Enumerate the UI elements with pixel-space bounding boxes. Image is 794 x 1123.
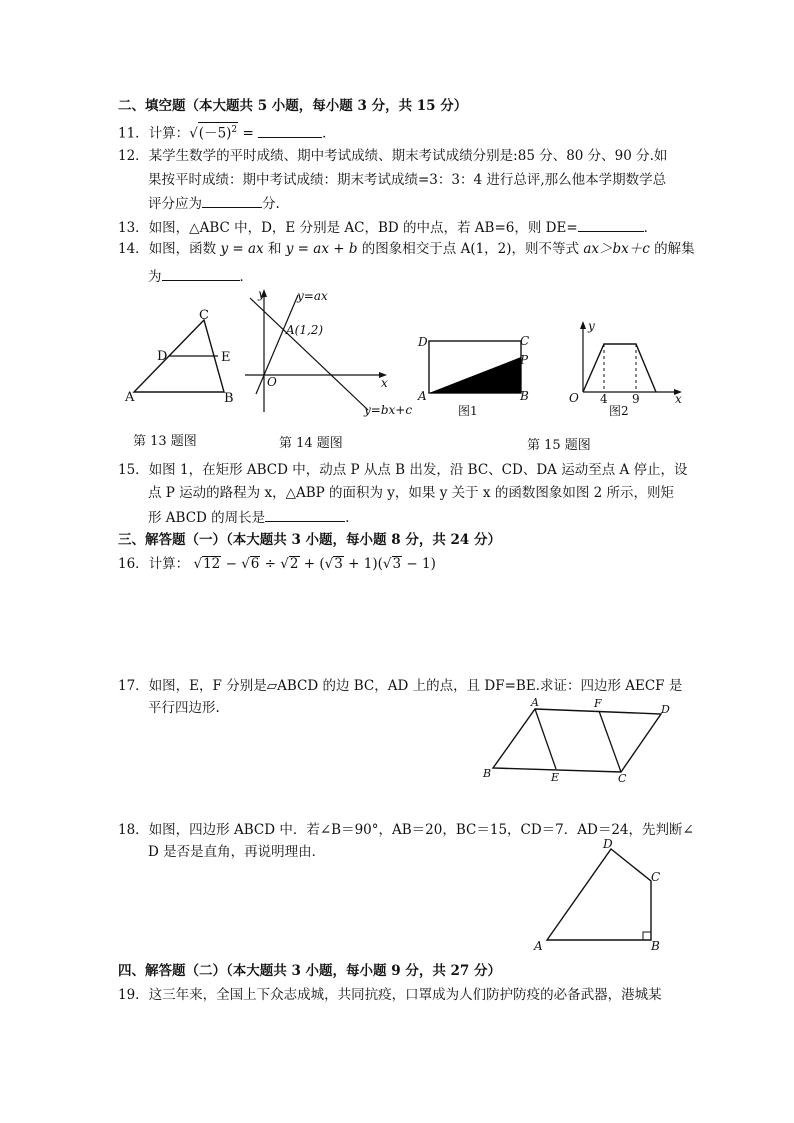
origin-label: O [267, 375, 277, 389]
label-d: D [418, 335, 428, 349]
label-d: D [157, 349, 168, 364]
label-e: E [551, 771, 560, 784]
q16-number: 16． [118, 556, 149, 572]
figure-14 [240, 286, 415, 421]
label-p: P [520, 353, 529, 367]
section-2-header: 二、填空题（本大题共 5 小题，每小题 3 分，共 15 分） [118, 98, 468, 114]
line-1-label: y=ax [297, 289, 328, 303]
label-d: D [603, 837, 613, 851]
question-12-line-3: 评分应为 分. [148, 196, 280, 212]
x-axis-label: x [675, 392, 682, 406]
q11-answer-blank[interactable] [258, 124, 322, 138]
label-a: A [125, 390, 135, 405]
sqrt-symbol: √ [280, 556, 289, 572]
sqrt-symbol: √ [241, 556, 250, 572]
q16-radicand-3a: 3 [334, 556, 343, 572]
question-14-line-2: 为 ． [148, 269, 253, 285]
sqrt-symbol: √ [324, 556, 334, 572]
q14-function-2: y = ax + b [285, 241, 358, 257]
figure-18 [528, 835, 673, 957]
figure-15-2-caption: 图2 [609, 404, 629, 418]
figure-17 [478, 696, 678, 786]
label-c: C [618, 772, 627, 785]
point-a-label: A(1,2) [286, 323, 324, 337]
figure-13-caption: 第 13 题图 [133, 434, 197, 449]
q11-exponent: 2 [231, 125, 238, 135]
label-c: C [651, 870, 661, 884]
question-18-line-2: D 是否是直角，再说明理由． [148, 844, 326, 860]
triangle-abp [429, 357, 521, 393]
q12-number: 12． [118, 148, 149, 164]
label-f: F [594, 697, 602, 710]
x-axis-label: x [381, 376, 388, 390]
section-4-header: 四、解答题（二）（本大题共 3 小题，每小题 9 分，共 27 分） [118, 963, 502, 979]
figure-14-caption: 第 14 题图 [279, 436, 343, 451]
q16-radicand-12: 12 [203, 556, 221, 572]
q14-answer-blank[interactable] [162, 267, 240, 281]
question-15-line-2: 点 P 运动的路程为 x，△ABP 的面积为 y，如果 y 关于 x 的函数图象如图 2 所示，则矩 [148, 485, 674, 501]
label-e: E [221, 350, 231, 365]
parallelogram-abcd [493, 709, 661, 772]
y-axis-label: y [258, 287, 265, 301]
q18-number: 18． [118, 822, 149, 838]
question-12-line-1: 12．某学生数学的平时成绩、期中考试成绩、期末考试成绩分别是:85 分、80 分、90 分.如 [118, 148, 668, 164]
question-17-line-2: 平行四边形. [148, 700, 220, 716]
label-c: C [520, 334, 530, 348]
label-a: A [534, 939, 543, 953]
q14-function-1: y = ax [220, 241, 264, 257]
q14-number: 14． [118, 241, 149, 257]
label-b: B [483, 767, 492, 780]
question-15-line-1: 15．如图 1，在矩形 ABCD 中，动点 P 从点 B 出发，沿 BC、CD、DA 运动至点 A 停止，设 [118, 462, 688, 478]
sqrt-symbol: √ [382, 556, 392, 572]
q12-answer-blank[interactable] [202, 194, 262, 208]
label-b: B [520, 389, 529, 403]
question-15-line-3: 形 ABCD 的周长是 . [148, 510, 350, 526]
q11-radicand: $(-5)^2$ [198, 122, 238, 141]
label-c: C [199, 308, 209, 323]
q11-equals: = [238, 125, 259, 142]
question-18-line-1: 18．如图，四边形 ABCD 中．若∠B＝90°，AB＝20，BC＝15，CD＝7．AD＝24，先判断∠ [118, 822, 694, 838]
q16-radicand-6: 6 [250, 556, 260, 572]
question-19-line-1: 19．这三年来，全国上下众志成城，共同抗疫，口罩成为人们防护防疫的必备武器，港城某 [118, 987, 662, 1003]
segment-ae [535, 709, 556, 769]
origin-label: O [569, 391, 579, 405]
label-a: A [531, 696, 539, 709]
y-axis-arrow-icon [580, 321, 586, 329]
q11-number: 11． [118, 125, 149, 142]
tick-9-label: 9 [632, 392, 640, 406]
q14-inequality: ax＞bx＋c [583, 241, 650, 257]
figure-15-caption: 第 15 题图 [527, 438, 591, 453]
question-12-line-2: 果按平时成绩：期中考试成绩：期末考试成绩=3：3：4 进行总评,那么他本学期数学总 [148, 172, 667, 188]
line-2-label: y=bx+c [364, 403, 413, 417]
q15-number: 15． [118, 462, 149, 478]
segment-fc [599, 711, 621, 772]
line-y-bx-c [250, 298, 368, 410]
figure-15-1-caption: 图1 [458, 404, 478, 418]
question-13: 13．如图，△ABC 中，D，E 分别是 AC，BD 的中点，若 AB=6，则 DE= ． [118, 220, 658, 236]
q13-answer-blank[interactable] [578, 218, 644, 232]
figure-13 [120, 300, 240, 410]
label-b: B [651, 939, 660, 953]
q11-end: ． [322, 125, 336, 142]
y-axis-label: y [588, 319, 595, 333]
sqrt-symbol: √ [193, 556, 203, 572]
sqrt-symbol: √ [189, 125, 198, 142]
q13-number: 13． [118, 220, 149, 236]
label-d: D [661, 703, 670, 716]
question-16: 16．计算： √12 − √6 ÷ √2 + (√3 + 1)(√3 − 1) [118, 556, 436, 572]
q17-number: 17． [118, 678, 149, 694]
q15-answer-blank[interactable] [265, 508, 345, 522]
q19-number: 19． [118, 987, 149, 1003]
right-angle-mark [643, 932, 651, 940]
figure-15-2 [566, 318, 686, 420]
label-a: A [418, 389, 427, 403]
question-17-line-1: 17．如图，E，F 分别是▱ABCD 的边 BC，AD 上的点，且 DF=BE.求证：四边形 AECF 是 [118, 678, 683, 694]
label-b: B [224, 391, 234, 406]
figure-15-1 [416, 330, 536, 420]
section-3-header: 三、解答题（一）（本大题共 3 小题，每小题 8 分，共 24 分） [118, 532, 502, 548]
q16-radicand-3b: 3 [392, 556, 402, 572]
quadrilateral-abcd [547, 849, 651, 940]
q11-text: 计算： [148, 125, 190, 142]
question-11 [118, 122, 336, 143]
tick-4-label: 4 [600, 392, 608, 406]
function-graph [583, 344, 656, 392]
q16-radicand-2: 2 [289, 556, 299, 572]
question-14-line-1: 14．如图，函数 y = ax 和 y = ax + b 的图象相交于点 A(1，2)，则不等式 ax＞bx＋c 的解集 [118, 241, 695, 257]
